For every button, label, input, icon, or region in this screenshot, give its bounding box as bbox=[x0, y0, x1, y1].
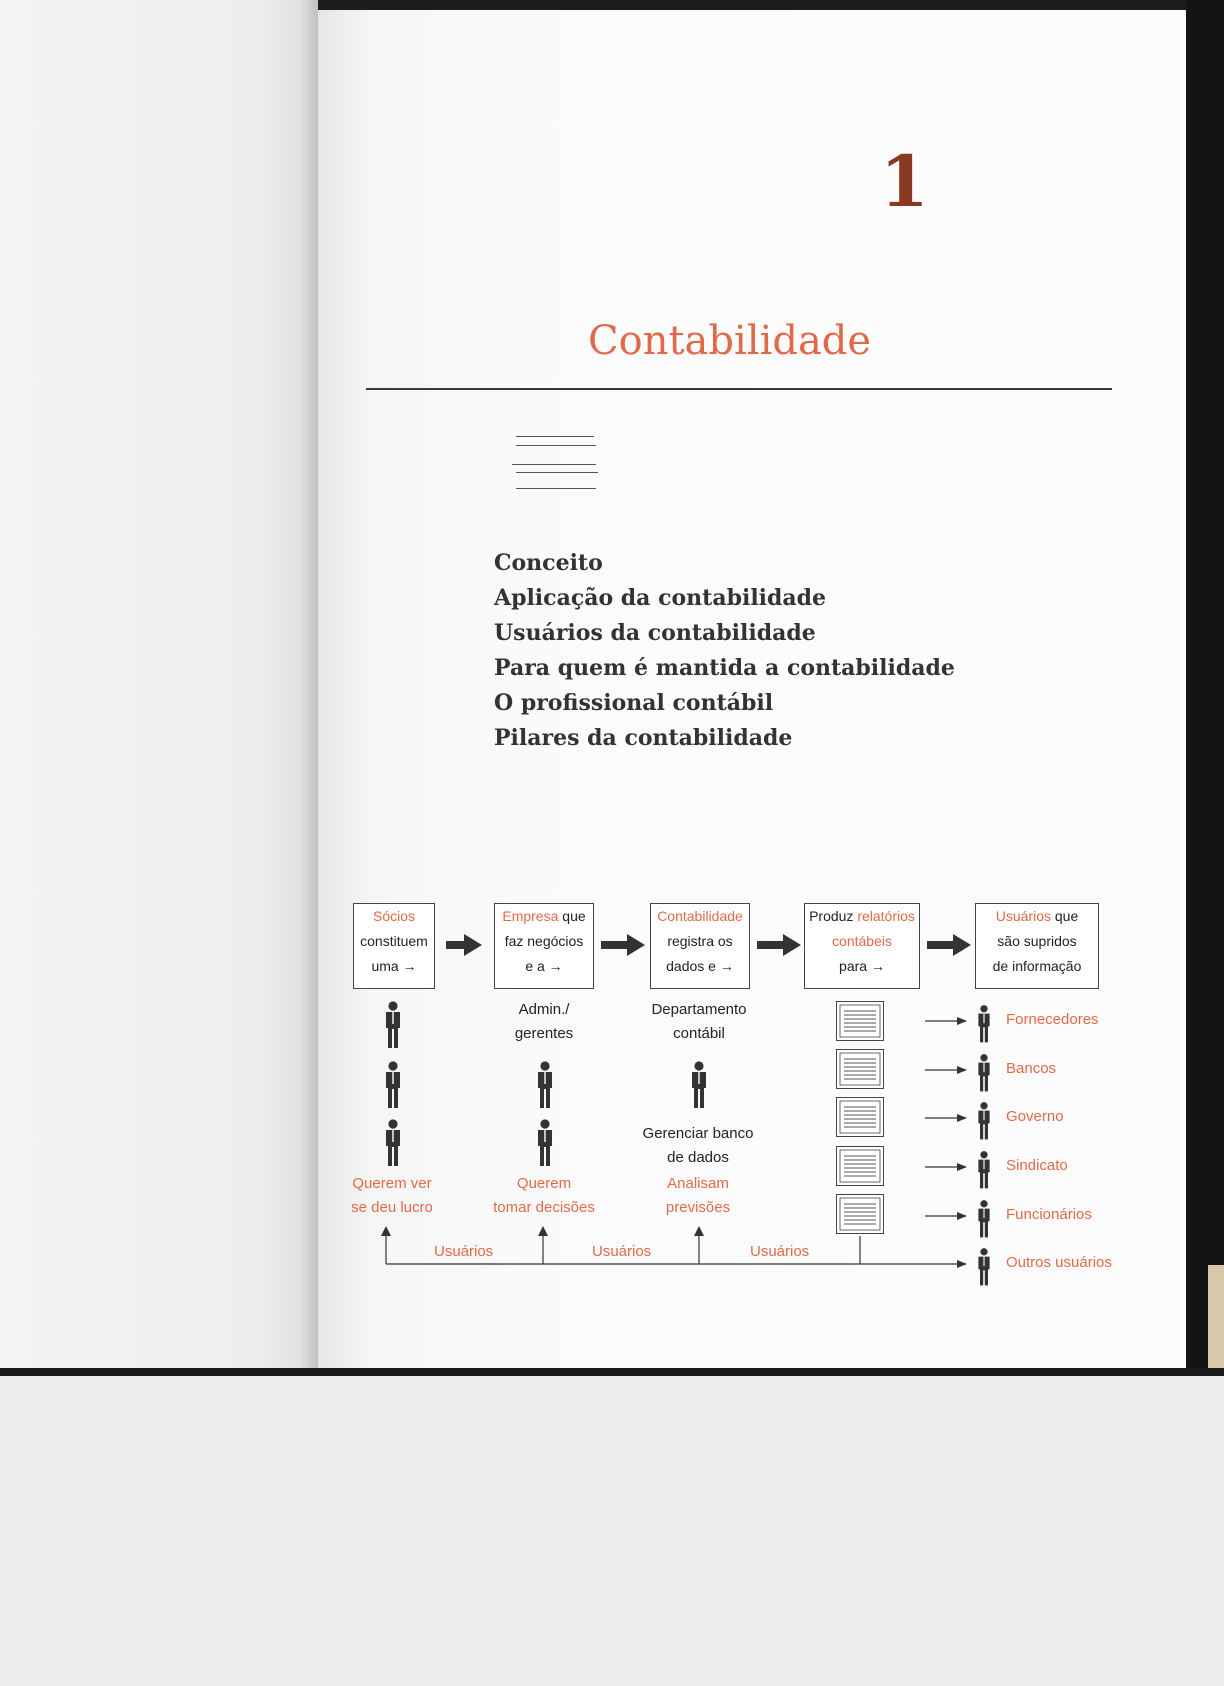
caption-line: previsões bbox=[665, 1199, 731, 1216]
title-divider bbox=[366, 388, 1112, 390]
usuarios-label: Usuários bbox=[592, 1243, 652, 1260]
caption-line: se deu lucro bbox=[351, 1199, 433, 1216]
box-text: que bbox=[558, 908, 586, 924]
box-text: para → bbox=[839, 958, 885, 974]
box-text: uma → bbox=[371, 958, 417, 974]
user-type-label: Bancos bbox=[1006, 1060, 1057, 1077]
scanner-background bbox=[0, 1376, 1224, 1686]
box-text: são supridos bbox=[997, 933, 1077, 949]
box-text: faz negócios bbox=[504, 933, 584, 949]
caption-line: tomar decisões bbox=[493, 1199, 595, 1216]
caption-admin bbox=[494, 998, 594, 1046]
user-type-label: Funcionários bbox=[1006, 1206, 1092, 1223]
caption-line: Gerenciar banco bbox=[642, 1125, 754, 1142]
caption-departamento bbox=[636, 998, 762, 1046]
chapter-number: 1 bbox=[880, 140, 929, 223]
box-text: constituem bbox=[360, 933, 428, 949]
caption-gerenciar bbox=[628, 1122, 768, 1170]
box-text: e a → bbox=[525, 958, 563, 974]
box-text: de informação bbox=[992, 958, 1082, 974]
page-edge-paper bbox=[1208, 1265, 1224, 1385]
box-text: Empresa bbox=[502, 908, 559, 924]
topic-item: Para quem é mantida a contabilidade bbox=[494, 655, 955, 681]
caption-querem-tomar bbox=[482, 1172, 606, 1220]
topic-item: Usuários da contabilidade bbox=[494, 620, 816, 646]
box-text: registra os bbox=[667, 933, 733, 949]
chapter-topics bbox=[494, 546, 955, 756]
usuarios-label: Usuários bbox=[750, 1243, 810, 1260]
box-text: dados e → bbox=[666, 958, 734, 974]
box-text: Usuários bbox=[995, 908, 1051, 924]
box-text: Sócios bbox=[372, 908, 416, 924]
caption-line: contábil bbox=[673, 1025, 725, 1042]
box-text: Contabilidade bbox=[657, 908, 743, 924]
scan-right-edge bbox=[1186, 0, 1224, 1372]
caption-line: Querem bbox=[516, 1175, 572, 1192]
scan-bottom-edge bbox=[0, 1368, 1224, 1376]
user-type-label: Outros usuários bbox=[1006, 1254, 1112, 1271]
topic-item: Conceito bbox=[494, 550, 603, 576]
topic-item: Aplicação da contabilidade bbox=[494, 585, 827, 611]
box-text: relatórios bbox=[853, 908, 915, 924]
left-page bbox=[0, 0, 318, 1372]
caption-line: de dados bbox=[667, 1149, 729, 1166]
box-socios bbox=[353, 903, 435, 989]
caption-line: Departamento bbox=[651, 1001, 747, 1018]
page-fold-shadow bbox=[300, 0, 318, 1372]
caption-line: Analisam bbox=[667, 1175, 729, 1192]
usuarios-label: Usuários bbox=[434, 1243, 494, 1260]
topic-item: O profissional contábil bbox=[494, 690, 774, 716]
chapter-title: Contabilidade bbox=[588, 318, 872, 364]
box-text: contábeis bbox=[832, 933, 892, 949]
user-type-label: Sindicato bbox=[1006, 1157, 1068, 1174]
caption-line: gerentes bbox=[514, 1025, 574, 1042]
box-empresa bbox=[494, 903, 594, 989]
box-contabilidade bbox=[650, 903, 750, 989]
caption-line: Querem ver bbox=[352, 1175, 432, 1192]
caption-querem-ver bbox=[340, 1172, 444, 1220]
user-type-label: Governo bbox=[1006, 1108, 1064, 1125]
user-type-label: Fornecedores bbox=[1006, 1011, 1099, 1028]
topic-item: Pilares da contabilidade bbox=[494, 725, 793, 751]
box-usuarios bbox=[975, 903, 1099, 989]
caption-analisam bbox=[638, 1172, 758, 1220]
box-text: que bbox=[1051, 908, 1079, 924]
caption-line: Admin./ bbox=[518, 1001, 570, 1018]
box-produz-relatorios bbox=[804, 903, 920, 989]
box-text: Produz bbox=[809, 908, 854, 924]
